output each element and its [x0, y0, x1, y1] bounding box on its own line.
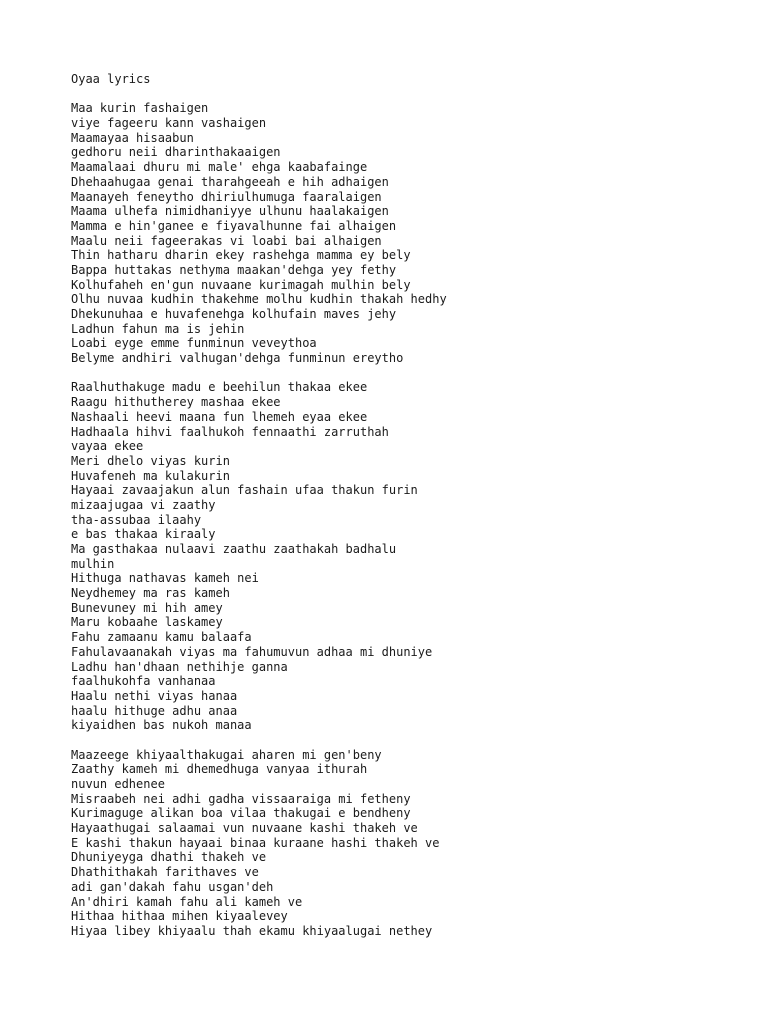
- lyrics-stanza: [71, 748, 751, 939]
- lyrics-line: Kurimaguge alikan boa vilaa thakugai e bendheny: [71, 806, 411, 821]
- lyrics-line: Huvafeneh ma kulakurin: [71, 468, 230, 483]
- lyrics-line: Zaathy kameh mi dhemedhuga vanyaa ithurah: [71, 762, 368, 777]
- lyrics-body: [71, 101, 751, 938]
- lyrics-line: Dhekunuhaa e huvafenehga kolhufain maves jehy: [71, 307, 397, 322]
- lyrics-line: Meri dhelo viyas kurin: [71, 453, 230, 468]
- lyrics-line: Kolhufaheh en'gun nuvaane kurimagah mulhin bely: [71, 277, 411, 292]
- lyrics-line: nuvun edhenee: [71, 777, 165, 792]
- lyrics-line: faalhukohfa vanhanaa: [71, 674, 216, 689]
- lyrics-line: Bunevuney mi hih amey: [71, 600, 223, 615]
- lyrics-stanza: [71, 380, 751, 733]
- lyrics-line: Mamma e hin'ganee e fiyavalhunne fai alhaigen: [71, 218, 397, 233]
- lyrics-line: Hayaai zavaajakun alun fashain ufaa thakun furin: [71, 483, 418, 498]
- lyrics-line: kiyaidhen bas nukoh manaa: [71, 718, 252, 733]
- lyrics-line: Raagu hithutherey mashaa ekee: [71, 395, 281, 410]
- lyrics-line: Maamayaa hisaabun: [71, 130, 194, 145]
- lyrics-line: Belyme andhiri valhugan'dehga funminun ereytho: [71, 351, 404, 366]
- lyrics-line: Maanayeh feneytho dhiriulhumuga faaralaigen: [71, 189, 382, 204]
- lyrics-line: Hiyaa libey khiyaalu thah ekamu khiyaalugai nethey: [71, 923, 433, 938]
- lyrics-line: E kashi thakun hayaai binaa kuraane hashi thakeh ve: [71, 835, 440, 850]
- lyrics-line: tha-assubaa ilaahy: [71, 512, 202, 527]
- lyrics-line: Hadhaala hihvi faalhukoh fennaathi zarruthah: [71, 424, 389, 439]
- lyrics-stanza: [71, 101, 751, 365]
- lyrics-line: gedhoru neii dharinthakaaigen: [71, 145, 281, 160]
- lyrics-line: Loabi eyge emme funminun veveythoa: [71, 336, 317, 351]
- lyrics-line: Hithuga nathavas kameh nei: [71, 571, 259, 586]
- lyrics-line: Hayaathugai salaamai vun nuvaane kashi thakeh ve: [71, 821, 418, 836]
- lyrics-line: Haalu nethi viyas hanaa: [71, 688, 238, 703]
- lyrics-line: viye fageeru kann vashaigen: [71, 116, 267, 131]
- lyrics-line: Dhathithakah farithaves ve: [71, 865, 259, 880]
- lyrics-line: Ma gasthakaa nulaavi zaathu zaathakah badhalu: [71, 542, 397, 557]
- lyrics-line: mulhin: [71, 556, 115, 571]
- lyrics-line: Thin hatharu dharin ekey rashehga mamma ey bely: [71, 248, 411, 263]
- lyrics-line: adi gan'dakah fahu usgan'deh: [71, 879, 274, 894]
- lyrics-line: Ladhu han'dhaan nethihje ganna: [71, 659, 288, 674]
- lyrics-line: Maama ulhefa nimidhaniyye ulhunu haalakaigen: [71, 204, 389, 219]
- lyrics-line: Ladhun fahun ma is jehin: [71, 321, 245, 336]
- lyrics-line: Hithaa hithaa mihen kiyaalevey: [71, 909, 288, 924]
- lyrics-line: Olhu nuvaa kudhin thakehme molhu kudhin thakah hedhy: [71, 292, 447, 307]
- lyrics-line: Nashaali heevi maana fun lhemeh eyaa ekee: [71, 409, 368, 424]
- lyrics-line: Maalu neii fageerakas vi loabi bai alhaigen: [71, 233, 382, 248]
- lyrics-line: Maazeege khiyaalthakugai aharen mi gen'beny: [71, 747, 382, 762]
- lyrics-line: Dhehaahugaa genai tharahgeeah e hih adhaigen: [71, 174, 389, 189]
- lyrics-line: Fahulavaanakah viyas ma fahumuvun adhaa mi dhuniye: [71, 644, 433, 659]
- lyrics-line: Dhuniyeyga dhathi thakeh ve: [71, 850, 267, 865]
- lyrics-line: Maa kurin fashaigen: [71, 101, 209, 116]
- lyrics-line: haalu hithuge adhu anaa: [71, 703, 238, 718]
- document-page: [71, 72, 751, 953]
- lyrics-line: Misraabeh nei adhi gadha vissaaraiga mi fetheny: [71, 791, 411, 806]
- lyrics-line: Bappa huttakas nethyma maakan'dehga yey fethy: [71, 262, 397, 277]
- lyrics-line: Raalhuthakuge madu e beehilun thakaa ekee: [71, 380, 368, 395]
- lyrics-line: Maamalaai dhuru mi male' ehga kaabafainge: [71, 160, 368, 175]
- lyrics-line: An'dhiri kamah fahu ali kameh ve: [71, 894, 303, 909]
- lyrics-line: vayaa ekee: [71, 439, 144, 454]
- lyrics-line: Maru kobaahe laskamey: [71, 615, 223, 630]
- lyrics-line: e bas thakaa kiraaly: [71, 527, 216, 542]
- document-title: Oyaa lyrics: [71, 72, 151, 86]
- lyrics-line: Neydhemey ma ras kameh: [71, 586, 230, 601]
- lyrics-line: Fahu zamaanu kamu balaafa: [71, 630, 252, 645]
- lyrics-line: mizaajugaa vi zaathy: [71, 497, 216, 512]
